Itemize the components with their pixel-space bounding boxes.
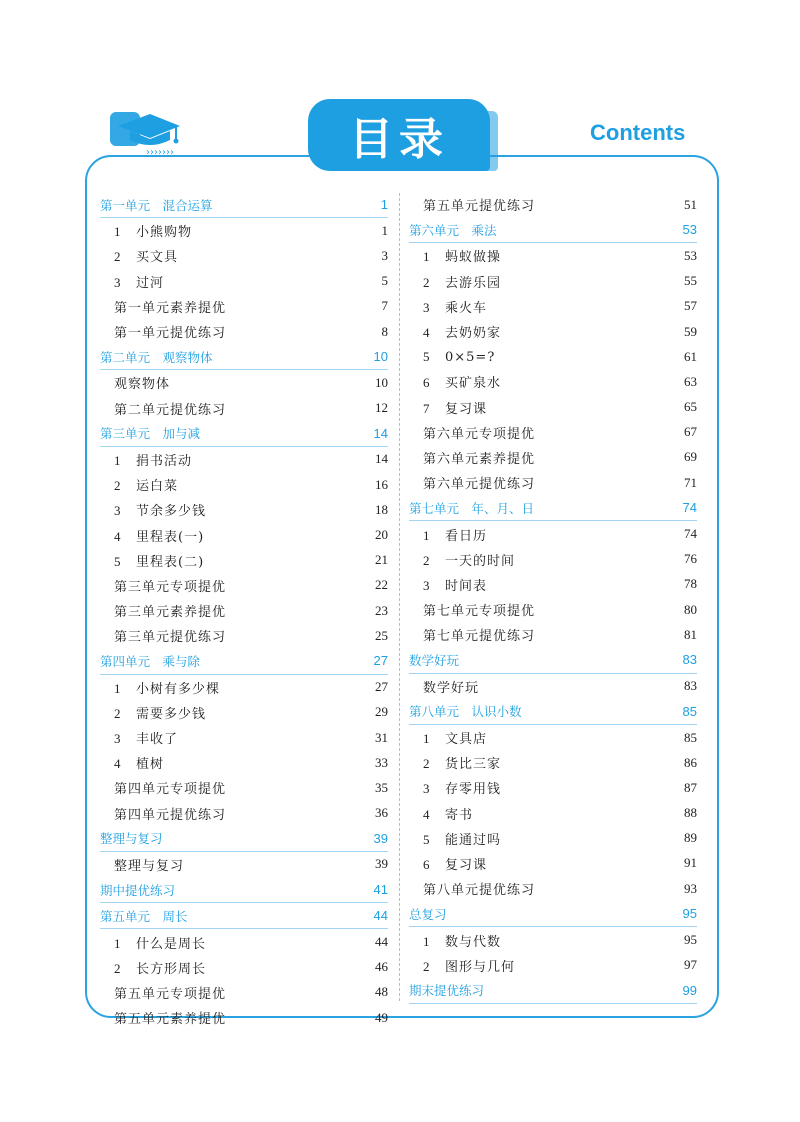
toc-section-heading[interactable] — [409, 217, 697, 243]
toc-page-number: 80 — [684, 601, 697, 617]
toc-entry-text: 小熊购物 — [136, 225, 193, 241]
toc-entry[interactable] — [100, 497, 388, 522]
toc-entry[interactable] — [100, 370, 388, 395]
toc-page-number: 27 — [375, 679, 388, 695]
toc-page-number: 85 — [684, 729, 697, 745]
toc-entry-title: 第六单元专项提优 — [423, 426, 536, 442]
toc-entry[interactable] — [409, 319, 697, 344]
toc-entry[interactable] — [100, 750, 388, 775]
toc-page-number: 44 — [373, 908, 388, 924]
toc-entry-number: 6 — [423, 375, 431, 391]
toc-entry[interactable] — [100, 1005, 388, 1030]
toc-entry-title: 第三单元 加与减 — [100, 426, 201, 442]
toc-page-number: 74 — [684, 526, 697, 542]
toc-entry-title — [100, 678, 375, 697]
toc-page-number: 44 — [375, 934, 388, 950]
toc-entry-title — [100, 221, 382, 240]
toc-entry-title: 第六单元提优练习 — [423, 477, 536, 493]
toc-entry-number: 6 — [423, 856, 431, 872]
svg-text:›››››››: ››››››› — [146, 147, 174, 158]
toc-entry[interactable] — [409, 725, 697, 750]
toc-entry-number: 4 — [423, 325, 431, 341]
toc-entry-title: 第五单元提优练习 — [423, 199, 536, 215]
toc-page-number: 14 — [375, 451, 388, 467]
toc-entry[interactable] — [409, 269, 697, 294]
toc-entry-title: 第七单元提优练习 — [423, 629, 536, 645]
toc-entry-title: 第三单元素养提优 — [114, 605, 227, 621]
toc-page-number: 95 — [684, 932, 697, 948]
toc-entry[interactable] — [409, 674, 697, 699]
toc-entry[interactable] — [100, 269, 388, 294]
toc-entry-title: 整理与复习 — [100, 831, 163, 847]
toc-entry[interactable] — [100, 700, 388, 725]
toc-entry-title: 第七单元专项提优 — [423, 604, 536, 620]
toc-page-number: 61 — [684, 348, 697, 364]
toc-entry-number: 3 — [423, 781, 431, 797]
toc-entry-title — [409, 956, 684, 975]
toc-entry-text: 看日历 — [445, 528, 488, 544]
toc-section-heading[interactable] — [100, 826, 388, 852]
toc-page-number: 57 — [684, 298, 697, 314]
contents-label: Contents — [590, 120, 686, 145]
toc-entry[interactable] — [100, 775, 388, 800]
toc-entry-title — [409, 272, 684, 291]
toc-entry-title — [100, 703, 375, 722]
toc-entry[interactable] — [100, 598, 388, 623]
toc-entry-title: 第四单元提优练习 — [114, 807, 227, 823]
toc-entry-text: 节余多少钱 — [136, 504, 207, 520]
toc-entry-title — [409, 372, 684, 391]
toc-entry-number: 2 — [423, 552, 431, 568]
toc-entry-number: 5 — [114, 553, 122, 569]
column-divider — [399, 193, 400, 1001]
toc-entry-text: 去奶奶家 — [445, 326, 502, 342]
toc-entry-number: 4 — [114, 528, 122, 544]
toc-entry[interactable] — [100, 573, 388, 598]
toc-page-number: 71 — [684, 474, 697, 490]
toc-entry-number: 4 — [114, 756, 122, 772]
toc-entry-text: 一天的时间 — [445, 553, 516, 569]
toc-entry-title — [409, 804, 684, 823]
toc-section-heading[interactable] — [409, 901, 697, 927]
toc-entry-title — [100, 272, 382, 291]
toc-entry-title: 总复习 — [409, 906, 447, 922]
toc-page-number: 67 — [684, 424, 697, 440]
toc-entry-title — [100, 753, 375, 772]
toc-page-number: 10 — [375, 374, 388, 390]
toc-page-number: 31 — [375, 729, 388, 745]
toc-entry[interactable] — [409, 445, 697, 470]
toc-entry-text: 什么是周长 — [136, 936, 207, 952]
toc-entry[interactable] — [100, 852, 388, 877]
toc-page-number: 86 — [684, 754, 697, 770]
toc-page-number: 46 — [375, 959, 388, 975]
toc-entry-number: 3 — [423, 299, 431, 315]
toc-entry[interactable] — [409, 420, 697, 445]
toc-entry-text: 存零用钱 — [445, 782, 502, 798]
toc-entry-title: 第二单元 观察物体 — [100, 349, 213, 365]
toc-page-number: 14 — [373, 425, 388, 441]
toc-entry-number: 2 — [423, 958, 431, 974]
toc-section-heading[interactable] — [409, 699, 697, 725]
toc-entry[interactable] — [409, 294, 697, 319]
toc-entry-number: 1 — [423, 731, 431, 747]
toc-page-number: 39 — [375, 856, 388, 872]
toc-page-number: 65 — [684, 399, 697, 415]
toc-section-heading[interactable] — [409, 647, 697, 673]
toc-page-number: 35 — [375, 779, 388, 795]
toc-entry-title — [409, 398, 684, 417]
toc-entry-text: 过河 — [136, 275, 165, 291]
toc-entry-number: 1 — [423, 249, 431, 265]
toc-page-number: 27 — [373, 653, 388, 669]
toc-page-number: 33 — [375, 754, 388, 770]
toc-entry-title: 期末提优练习 — [409, 983, 485, 999]
toc-page-number: 1 — [381, 222, 388, 238]
toc-entry-title: 第六单元素养提优 — [423, 451, 536, 467]
toc-entry-text: 去游乐园 — [445, 275, 502, 291]
toc-page-number: 88 — [684, 805, 697, 821]
toc-entry-number: 1 — [114, 452, 122, 468]
toc-entry-text: 复习课 — [445, 857, 488, 873]
toc-entry-title: 第八单元 认识小数 — [409, 704, 522, 720]
toc-entry-title: 第四单元专项提优 — [114, 782, 227, 798]
toc-page-number: 7 — [381, 298, 388, 314]
toc-page-number: 49 — [375, 1009, 388, 1025]
toc-entry-title: 第二单元提优练习 — [114, 402, 227, 418]
toc-page-number: 83 — [684, 678, 697, 694]
toc-left-column — [100, 192, 388, 1030]
toc-entry-number: 2 — [423, 274, 431, 290]
toc-section-heading[interactable] — [100, 421, 388, 447]
toc-entry-number: 3 — [114, 274, 122, 290]
toc-entry-title — [409, 322, 684, 341]
toc-entry-number: 2 — [114, 478, 122, 494]
toc-entry-title — [100, 500, 375, 519]
toc-page-number: 74 — [682, 500, 697, 516]
toc-entry-title — [409, 246, 684, 265]
toc-entry-title: 第一单元 混合运算 — [100, 197, 213, 213]
toc-entry[interactable] — [100, 319, 388, 344]
toc-page-number: 87 — [684, 779, 697, 795]
toc-entry-text: 蚂蚁做操 — [445, 250, 502, 266]
toc-entry-title — [409, 550, 684, 569]
toc-page-number: 89 — [684, 830, 697, 846]
toc-entry[interactable] — [100, 623, 388, 648]
toc-entry[interactable] — [100, 929, 388, 954]
toc-entry-title — [409, 753, 684, 772]
toc-entry-text: 捐书活动 — [136, 453, 193, 469]
toc-entry[interactable] — [409, 775, 697, 800]
toc-entry-title: 第五单元素养提优 — [114, 1012, 227, 1028]
toc-entry-title: 第三单元提优练习 — [114, 630, 227, 646]
toc-page-number: 3 — [381, 247, 388, 263]
toc-entry-number: 3 — [114, 503, 122, 519]
toc-entry-text: 乘火车 — [445, 300, 488, 316]
toc-entry[interactable] — [100, 675, 388, 700]
toc-page-number: 63 — [684, 373, 697, 389]
toc-entry-title — [409, 829, 684, 848]
toc-page-number: 93 — [684, 880, 697, 896]
page-title: 目录 — [308, 99, 490, 171]
toc-entry-title: 数学好玩 — [423, 680, 480, 696]
toc-section-heading[interactable] — [100, 877, 388, 903]
toc-entry-number: 2 — [423, 756, 431, 772]
toc-entry[interactable] — [409, 801, 697, 826]
toc-entry-number: 1 — [114, 224, 122, 240]
toc-entry[interactable] — [100, 218, 388, 243]
toc-page-number: 48 — [375, 984, 388, 1000]
toc-entry-title — [100, 728, 375, 747]
toc-entry-title — [409, 854, 684, 873]
toc-page-number: 78 — [684, 576, 697, 592]
toc-entry-number: 1 — [423, 527, 431, 543]
toc-entry-title — [409, 575, 684, 594]
toc-entry[interactable] — [100, 243, 388, 268]
toc-page-number: 81 — [684, 626, 697, 642]
toc-entry-text: 植树 — [136, 757, 165, 773]
toc-entry-title: 第八单元提优练习 — [423, 883, 536, 899]
toc-entry[interactable] — [100, 801, 388, 826]
toc-entry-title — [100, 450, 375, 469]
toc-page-number: 5 — [381, 273, 388, 289]
toc-section-heading[interactable] — [100, 903, 388, 929]
toc-entry-number: 2 — [114, 705, 122, 721]
toc-entry[interactable] — [100, 472, 388, 497]
toc-entry-title: 期中提优练习 — [100, 882, 176, 898]
toc-page-number: 36 — [375, 805, 388, 821]
toc-entry-text: 需要多少钱 — [136, 706, 207, 722]
toc-entry-number: 4 — [423, 806, 431, 822]
toc-entry-number: 2 — [114, 249, 122, 265]
toc-page-number: 25 — [375, 627, 388, 643]
toc-page-number: 20 — [375, 527, 388, 543]
toc-page-number: 99 — [682, 982, 697, 998]
toc-page-number: 95 — [682, 906, 697, 922]
toc-entry-number: 5 — [423, 348, 431, 364]
toc-entry-text: 买文具 — [136, 250, 179, 266]
toc-entry-title: 第五单元专项提优 — [114, 986, 227, 1002]
toc-page-number: 1 — [380, 197, 388, 213]
toc-entry-title: 第七单元 年、月、日 — [409, 500, 535, 516]
toc-entry[interactable] — [100, 980, 388, 1005]
toc-entry-title — [409, 349, 684, 365]
toc-entry[interactable] — [100, 548, 388, 573]
toc-entry-title — [100, 475, 375, 494]
toc-entry-title — [409, 931, 684, 950]
toc-entry[interactable] — [409, 470, 697, 495]
toc-page-number: 83 — [682, 652, 697, 668]
toc-entry[interactable] — [409, 826, 697, 851]
toc-entry-number: 2 — [114, 960, 122, 976]
toc-entry[interactable] — [409, 243, 697, 268]
toc-entry-number: 1 — [114, 935, 122, 951]
toc-entry-text: 数与代数 — [445, 934, 502, 950]
toc-entry[interactable] — [409, 953, 697, 978]
toc-entry-number: 7 — [423, 400, 431, 416]
toc-page-number: 76 — [684, 551, 697, 567]
toc-entry[interactable] — [100, 396, 388, 421]
toc-entry-text: 能通过吗 — [445, 832, 502, 848]
toc-page-number: 16 — [375, 476, 388, 492]
toc-entry-text: 里程表(二) — [136, 554, 205, 570]
toc-page-number: 53 — [684, 247, 697, 263]
toc-entry-title: 第三单元专项提优 — [114, 579, 227, 595]
toc-entry[interactable] — [100, 955, 388, 980]
toc-entry[interactable] — [409, 344, 697, 369]
toc-page-number: 97 — [684, 957, 697, 973]
toc-entry[interactable] — [409, 369, 697, 394]
toc-entry-title — [409, 728, 684, 747]
toc-entry-title — [409, 778, 684, 797]
toc-page-number: 23 — [375, 602, 388, 618]
toc-entry-title — [100, 958, 375, 977]
toc-page-number: 21 — [375, 552, 388, 568]
toc-page-number: 51 — [684, 196, 697, 212]
toc-entry-text: 图形与几何 — [445, 959, 516, 975]
toc-entry[interactable] — [100, 294, 388, 319]
toc-entry[interactable] — [409, 750, 697, 775]
toc-entry-number: 3 — [423, 577, 431, 593]
toc-entry-title — [409, 525, 684, 544]
toc-page-number: 53 — [682, 222, 697, 238]
toc-entry-text: 时间表 — [445, 578, 488, 594]
toc-entry-title: 第六单元 乘法 — [409, 222, 497, 238]
toc-entry-text: 丰收了 — [136, 732, 179, 748]
toc-entry[interactable] — [100, 447, 388, 472]
toc-page-number: 8 — [381, 323, 388, 339]
toc-entry-title — [100, 526, 375, 545]
toc-entry[interactable] — [100, 725, 388, 750]
toc-entry-text: 里程表(一) — [136, 529, 205, 545]
toc-page-number: 59 — [684, 323, 697, 339]
toc-page-number: 85 — [682, 703, 697, 719]
toc-section-heading[interactable] — [409, 978, 697, 1004]
toc-section-heading[interactable] — [100, 648, 388, 674]
toc-entry-title — [100, 551, 375, 570]
toc-entry-title — [100, 933, 375, 952]
toc-entry-title: 第一单元提优练习 — [114, 326, 227, 342]
toc-page-number: 91 — [684, 855, 697, 871]
toc-page-number: 12 — [375, 400, 388, 416]
toc-entry-text: 小树有多少棵 — [136, 681, 221, 697]
toc-entry[interactable] — [409, 927, 697, 952]
toc-entry-title: 第四单元 乘与除 — [100, 653, 201, 669]
toc-entry[interactable] — [100, 522, 388, 547]
toc-entry-title — [409, 297, 684, 316]
toc-entry[interactable] — [409, 395, 697, 420]
toc-entry-text: 货比三家 — [445, 757, 502, 773]
toc-entry-number: 3 — [114, 731, 122, 747]
toc-entry-text: 运白菜 — [136, 479, 179, 495]
toc-entry[interactable] — [409, 572, 697, 597]
toc-entry-text: 买矿泉水 — [445, 376, 502, 392]
toc-entry[interactable] — [409, 192, 697, 217]
toc-entry-number: 5 — [423, 831, 431, 847]
toc-page-number: 29 — [375, 704, 388, 720]
toc-entry[interactable] — [409, 876, 697, 901]
toc-page-number: 10 — [373, 349, 388, 365]
toc-page-number: 18 — [375, 501, 388, 517]
toc-entry-number: 1 — [423, 933, 431, 949]
toc-entry-text: 复习课 — [445, 401, 488, 417]
toc-entry-text: 长方形周长 — [136, 961, 207, 977]
toc-section-heading[interactable] — [409, 495, 697, 521]
toc-entry[interactable] — [409, 521, 697, 546]
toc-entry[interactable] — [409, 622, 697, 647]
toc-page-number: 39 — [373, 830, 388, 846]
toc-page-number: 55 — [684, 273, 697, 289]
toc-entry[interactable] — [409, 547, 697, 572]
toc-section-heading[interactable] — [100, 192, 388, 218]
toc-page-number: 41 — [373, 882, 388, 898]
toc-entry-title: 第五单元 周长 — [100, 908, 188, 924]
toc-entry[interactable] — [409, 851, 697, 876]
toc-right-column — [409, 192, 697, 1004]
toc-entry-title: 观察物体 — [114, 377, 171, 393]
toc-entry-title: 数学好玩 — [409, 652, 460, 668]
toc-entry-text: 0×5=? — [445, 349, 496, 365]
toc-page-number: 22 — [375, 577, 388, 593]
toc-section-heading[interactable] — [100, 344, 388, 370]
toc-entry[interactable] — [409, 597, 697, 622]
toc-entry-title — [100, 246, 382, 265]
toc-entry-text: 文具店 — [445, 732, 488, 748]
toc-entry-number: 1 — [114, 680, 122, 696]
toc-page-number: 69 — [684, 449, 697, 465]
toc-entry-title: 整理与复习 — [114, 858, 185, 874]
graduation-cap-icon — [108, 108, 194, 158]
toc-entry-text: 寄书 — [445, 807, 474, 823]
toc-entry-title: 第一单元素养提优 — [114, 300, 227, 316]
